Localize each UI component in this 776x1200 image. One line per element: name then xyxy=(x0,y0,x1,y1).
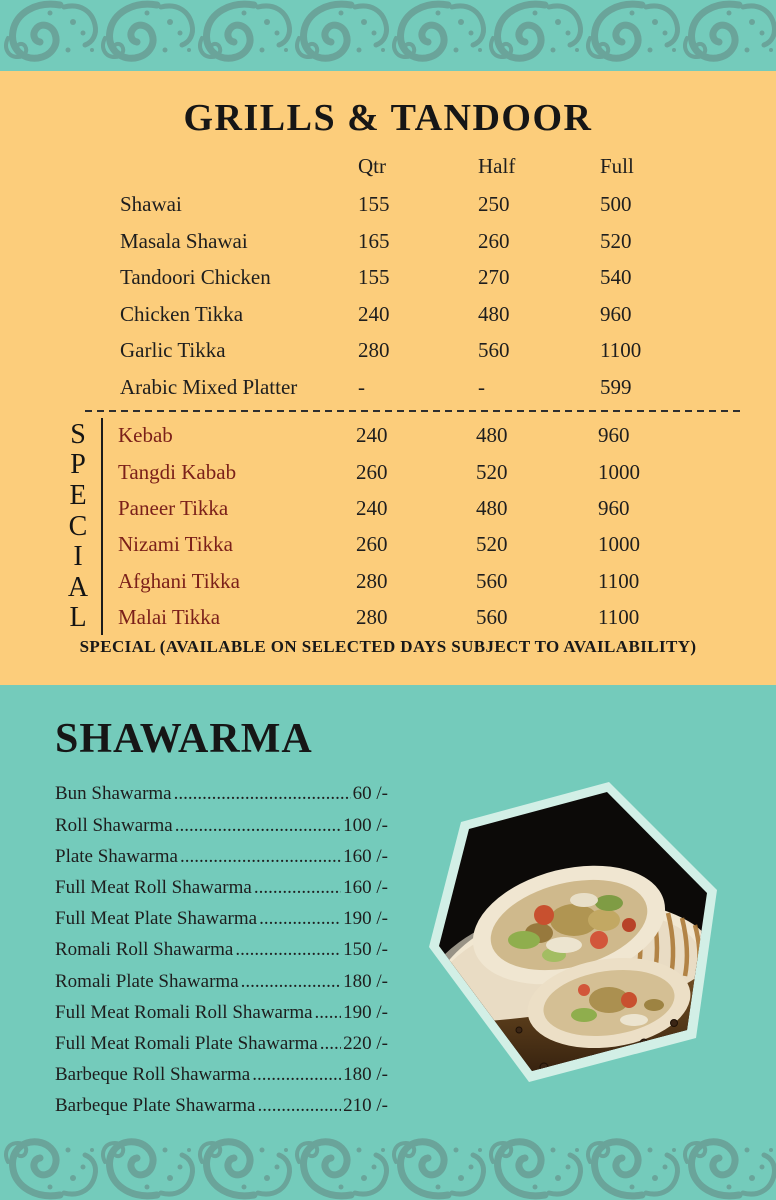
item-price-half: 560 xyxy=(478,338,510,363)
item-price-qtr: 240 xyxy=(358,301,390,326)
list-item xyxy=(55,783,388,814)
dot-leader xyxy=(241,971,342,993)
item-price: 210 /- xyxy=(343,1095,388,1117)
item-name: Nizami Tikka xyxy=(118,532,233,557)
special-letter: S xyxy=(70,418,86,450)
column-header-qtr: Qtr xyxy=(358,154,386,179)
item-price-qtr: 155 xyxy=(358,192,390,217)
item-price-half: 560 xyxy=(476,568,508,593)
table-row xyxy=(118,418,776,454)
shawarma-section xyxy=(0,686,776,1146)
item-price: 160 /- xyxy=(343,876,388,898)
list-item xyxy=(55,908,388,939)
dot-leader xyxy=(175,815,341,837)
special-availability-note: SPECIAL (AVAILABLE ON SELECTED DAYS SUBJECT TO AVAILABILITY) xyxy=(79,637,697,657)
item-price: 180 /- xyxy=(343,970,388,992)
item-name: Afghani Tikka xyxy=(118,568,240,593)
item-name: Tandoori Chicken xyxy=(120,265,271,290)
item-price-half: 270 xyxy=(478,265,510,290)
item-name: Malai Tikka xyxy=(118,604,221,629)
item-price-qtr: 280 xyxy=(356,568,388,593)
item-price-full: 1000 xyxy=(598,459,640,484)
item-name: Chicken Tikka xyxy=(120,301,244,326)
item-price-qtr: 280 xyxy=(356,604,388,629)
list-item xyxy=(55,1002,388,1033)
item-price-half: 250 xyxy=(478,192,510,217)
column-header-half: Half xyxy=(478,154,516,179)
item-name: Arabic Mixed Platter xyxy=(120,374,298,399)
item-price-full: 1000 xyxy=(598,532,640,557)
special-letter: A xyxy=(67,571,89,603)
table-row xyxy=(120,260,776,297)
item-name: Shawai xyxy=(120,192,182,217)
dot-leader xyxy=(180,846,341,868)
table-row xyxy=(120,223,776,260)
item-price-qtr: 240 xyxy=(356,495,388,520)
item-price-full: 1100 xyxy=(598,604,640,629)
item-price: 150 /- xyxy=(343,939,388,961)
item-name: Kebab xyxy=(118,423,173,448)
special-letter: L xyxy=(69,602,87,634)
item-name: Roll Shawarma xyxy=(55,814,173,836)
item-name: Romali Plate Shawarma xyxy=(55,970,239,992)
list-item xyxy=(55,877,388,908)
item-name: Tangdi Kabab xyxy=(118,459,237,484)
item-price-half: 480 xyxy=(476,495,508,520)
item-price: 190 /- xyxy=(343,1001,388,1023)
item-price: 160 /- xyxy=(343,845,388,867)
table-row xyxy=(118,563,776,599)
special-section xyxy=(62,418,776,636)
table-row xyxy=(120,333,776,370)
dot-leader xyxy=(259,908,341,930)
item-price-qtr: 165 xyxy=(358,228,390,253)
dot-leader xyxy=(257,1095,341,1117)
list-item xyxy=(55,846,388,877)
shawarma-list xyxy=(55,783,388,1126)
table-row xyxy=(118,454,776,490)
item-price-qtr: 280 xyxy=(358,338,390,363)
item-price-half: 260 xyxy=(478,228,510,253)
item-price-half: 560 xyxy=(476,604,508,629)
special-letter: I xyxy=(73,541,83,573)
item-price-full: 1100 xyxy=(598,568,640,593)
table-header-row xyxy=(120,147,776,187)
swirl-border-bottom-icon xyxy=(0,1138,776,1200)
item-price: 100 /- xyxy=(343,814,388,836)
special-price-table xyxy=(103,418,776,636)
item-name: Barbeque Plate Shawarma xyxy=(55,1095,256,1117)
list-item xyxy=(55,971,388,1002)
list-item xyxy=(55,1064,388,1095)
item-price-half: 480 xyxy=(478,301,510,326)
item-price-qtr: 260 xyxy=(356,532,388,557)
grills-tandoor-section xyxy=(0,71,776,685)
item-price-qtr: 260 xyxy=(356,459,388,484)
item-price-half: 520 xyxy=(476,459,508,484)
item-name: Romali Roll Shawarma xyxy=(55,939,234,961)
table-row xyxy=(120,296,776,333)
grills-title: GRILLS & TANDOOR xyxy=(183,97,593,139)
shawarma-photo xyxy=(424,775,724,1091)
dot-leader xyxy=(235,939,341,961)
item-price-full: 960 xyxy=(598,495,630,520)
table-row xyxy=(120,187,776,224)
swirl-border-top-icon xyxy=(0,0,776,62)
item-price-full: 960 xyxy=(598,423,630,448)
special-letter: C xyxy=(68,510,88,542)
item-name: Full Meat Romali Roll Shawarma xyxy=(55,1001,313,1023)
item-price: 190 /- xyxy=(343,908,388,930)
item-price: 220 /- xyxy=(343,1032,388,1054)
special-letter: E xyxy=(69,479,87,511)
dot-leader xyxy=(320,1033,341,1055)
item-name: Masala Shawai xyxy=(120,228,248,253)
special-letter: P xyxy=(70,449,86,481)
table-row xyxy=(118,527,776,563)
item-price-full: 540 xyxy=(600,265,632,290)
item-name: Barbeque Roll Shawarma xyxy=(55,1064,251,1086)
item-price-qtr: 240 xyxy=(356,423,388,448)
dot-leader xyxy=(174,783,351,805)
item-price-half: 480 xyxy=(476,423,508,448)
item-price-half: 520 xyxy=(476,532,508,557)
item-price-full: 960 xyxy=(600,301,632,326)
item-price-full: 520 xyxy=(600,228,632,253)
item-name: Full Meat Roll Shawarma xyxy=(55,876,252,898)
item-name: Full Meat Plate Shawarma xyxy=(55,908,258,930)
grills-price-table xyxy=(120,147,776,406)
item-price-qtr: 155 xyxy=(358,265,390,290)
item-name: Full Meat Romali Plate Shawarma xyxy=(55,1032,318,1054)
table-row xyxy=(118,490,776,526)
item-price-full: 599 xyxy=(600,374,632,399)
item-name: Paneer Tikka xyxy=(118,495,229,520)
list-item xyxy=(55,815,388,846)
dot-leader xyxy=(254,877,341,899)
item-price-half: - xyxy=(478,374,485,399)
dot-leader xyxy=(252,1064,341,1086)
table-row xyxy=(118,599,776,635)
item-price-full: 500 xyxy=(600,192,632,217)
item-price-full: 1100 xyxy=(600,338,642,363)
item-price-qtr: - xyxy=(358,374,365,399)
list-item xyxy=(55,939,388,970)
list-item xyxy=(55,1033,388,1064)
list-item xyxy=(55,1095,388,1126)
special-vertical-label xyxy=(62,418,94,636)
table-row xyxy=(120,369,776,406)
item-price: 180 /- xyxy=(343,1064,388,1086)
item-price: 60 /- xyxy=(352,783,388,805)
column-header-full: Full xyxy=(600,154,634,179)
item-name: Garlic Tikka xyxy=(120,338,226,363)
dot-leader xyxy=(315,1002,342,1024)
shawarma-title: SHAWARMA xyxy=(55,716,313,762)
item-name: Bun Shawarma xyxy=(55,783,172,805)
dashed-divider xyxy=(85,410,745,412)
item-name: Plate Shawarma xyxy=(55,845,178,867)
